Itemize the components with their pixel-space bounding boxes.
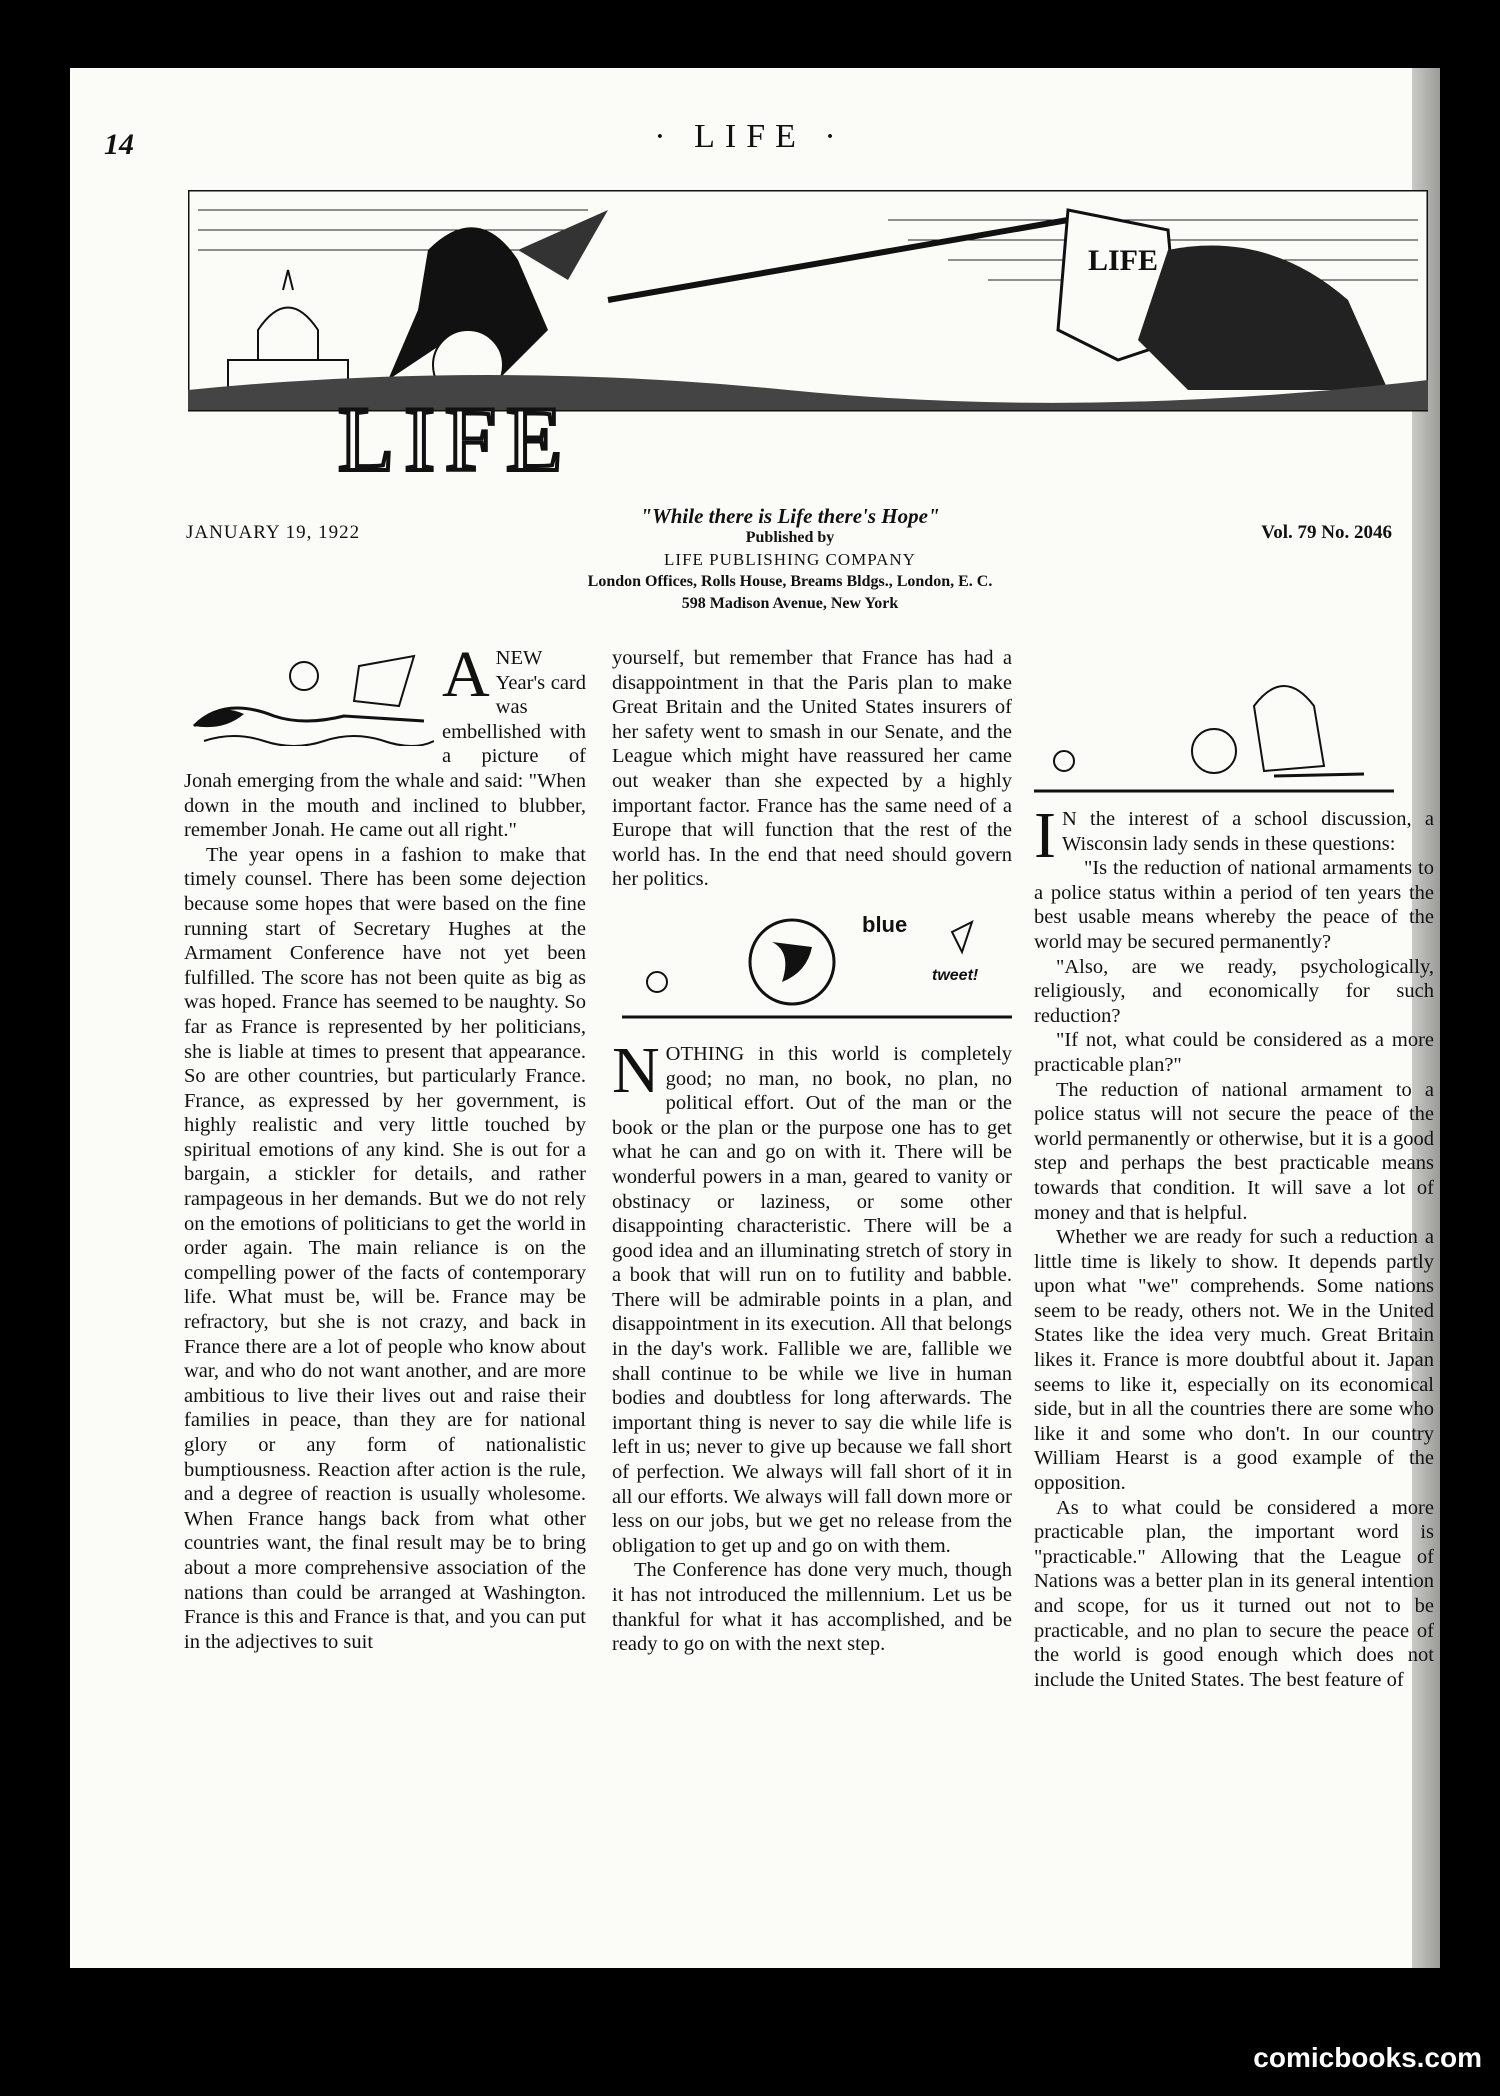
shield-label: LIFE bbox=[1088, 244, 1159, 277]
bird-caption-tweet: tweet! bbox=[932, 966, 979, 984]
col3-question-2: "Also, are we ready, psychologically, religiously, and economically for such reduction? bbox=[1034, 955, 1434, 1027]
editorial-column-1 bbox=[184, 638, 586, 1654]
col1-para-1: NEW Year's card was embellished with a picture of Jonah emerging from the whale and said: "When down in the mouth and inclined to blubber, remember Jonah. He came out all right." bbox=[184, 647, 586, 842]
col3-para-1: N the interest of a school discussion, a Wisconsin lady sends in these questions: bbox=[1061, 808, 1434, 855]
col3-question-3: "If not, what could be considered as a more practicable plan?" bbox=[1034, 1029, 1434, 1076]
london-office: London Offices, Rolls House, Breams Bldgs., London, E. C. bbox=[587, 573, 993, 590]
col2-para-1: yourself, but remember that France has had a disappointment in that the Paris plan to make Great Britain and the United States insurers of her safety went to smash in our Senate, and the League which might have reassured her came out weaker than she expected by a highly important factor. France has the same need of a Europe that will function that the rest of the world has. In the end that need should govern her politics. bbox=[612, 647, 1012, 891]
publisher-block bbox=[460, 505, 1120, 615]
motto: "While there is Life there's Hope" bbox=[640, 504, 940, 528]
dropcap-a: A bbox=[442, 638, 490, 711]
col2-para-2: OTHING in this world is completely good; no man, no book, no plan, no political effort. Out of the man or the book or the plan or the purpose one has to get what he can and go on with it. There will be wonderful powers in a man, geared to vanity or obstinacy or laziness, or some other disappointing characteristic. There will be a good idea and an illuminating stretch of story in a book that will run on to futility and babble. There will be admirable points in a plan, and disappointment in its execution. All that belongs in the day's work. Fallible we are, fallible we shall continue to be while we live in human bodies and doubtless for long afterwards. The important thing is never to say die while life is left in us; never to give up because we fall short of perfection. We always will fall short of it in all our efforts. We always will fall down more or less on our jobs, but we get no release from the obligation to get up and go on with them. bbox=[612, 1042, 1012, 1557]
bird-caption-blue: blue bbox=[862, 911, 908, 937]
globe-bird-cartoon bbox=[612, 892, 1012, 1032]
col2-para-3: The Conference has done very much, though it has not introduced the millennium. Let us be thankful for what it has accomplished, and be ready to go on with the next step. bbox=[612, 1559, 1012, 1656]
dropcap-i: I bbox=[1034, 799, 1056, 872]
dropcap-n: N bbox=[612, 1033, 660, 1107]
volume-number: Vol. 79 No. 2046 bbox=[1261, 522, 1392, 543]
col3-para-4: As to what could be considered a more practicable plan, the important word is "practicable." Allowing that the League of Nations was a better plan in its general intention and scope, for us it turned out not to be practicable, and no plan to secure the peace of the world is good enough which does not include the United States. The best feature of bbox=[1034, 1496, 1434, 1691]
issue-date: JANUARY 19, 1922 bbox=[186, 522, 361, 543]
watermark: comicbooks.com bbox=[1253, 2042, 1482, 2073]
knight-globe-cartoon bbox=[1034, 666, 1434, 801]
masthead-illustration bbox=[188, 190, 1428, 480]
editorial-column-3 bbox=[1034, 646, 1434, 1692]
published-by: Published by bbox=[745, 529, 835, 546]
ny-address: 598 Madison Avenue, New York bbox=[681, 595, 899, 612]
col3-para-3: Whether we are ready for such a reduction a little time is likely to show. It depends partly upon what "we" comprehends. Some nations seem to be ready, others not. We in the United States like the idea very much. Great Britain likes it. France is more doubtful about it. Japan seems to like it, especially on its economical side, but in all the countries there are some who like it and some who don't. In our country William Hearst is a good example of the opposition. bbox=[1034, 1226, 1434, 1495]
life-logo: LIFE bbox=[338, 388, 573, 480]
publisher-name: LIFE PUBLISHING COMPANY bbox=[664, 550, 916, 569]
page-number: 14 bbox=[104, 128, 134, 161]
col1-para-2: The year opens in a fashion to make that timely counsel. There has been some dejection because some hopes that were based on the fine running start of Secretary Hughes at the Armament Conference have not yet been fulfilled. The score has not been quite as big as was hoped. France has seemed to be naughty. So far as France is represented by her politicians, she is liable at times to present that appearance. So are other countries, but particularly France. France, as expressed by her government, is highly realistic and very little touched by spiritual emotions of any kind. She is out for a bargain, a stickler for details, and rather rampageous in her demands. But we do not rely on the emotions of politicians to get the world in order again. The main reliance is on the compelling power of the facts of contemporary life. What must be, will be. France may be refractory, but she is not crazy, and back in France there are a lot of people who know about war, and who do not want another, and are more ambitious to live their lives out and raise their families in peace, than they are for national glory or any form of nationalistic bumptiousness. Reaction after action is the rule, and a degree of reaction is usually wholesome. When France hangs back from what other countries want, the final result may be to bring about a more comprehensive association of the nations than could be arranged at Washington. France is this and France is that, and you can put in the adjectives to suit bbox=[184, 843, 586, 1653]
col3-para-2: The reduction of national armament to a police status will not secure the peace of the world permanently or otherwise, but it is a good step and perhaps the best practicable means towards that condition. It will save a lot of money and that is helpful. bbox=[1034, 1078, 1434, 1224]
editorial-column-2 bbox=[612, 646, 1012, 1657]
magazine-title: · LIFE · bbox=[654, 118, 846, 155]
jonah-whale-cartoon bbox=[184, 646, 434, 746]
col3-question-1: "Is the reduction of national armaments to a police status within a period of ten years the best usable means whereby the peace of the world may be secured permanently? bbox=[1034, 857, 1434, 953]
